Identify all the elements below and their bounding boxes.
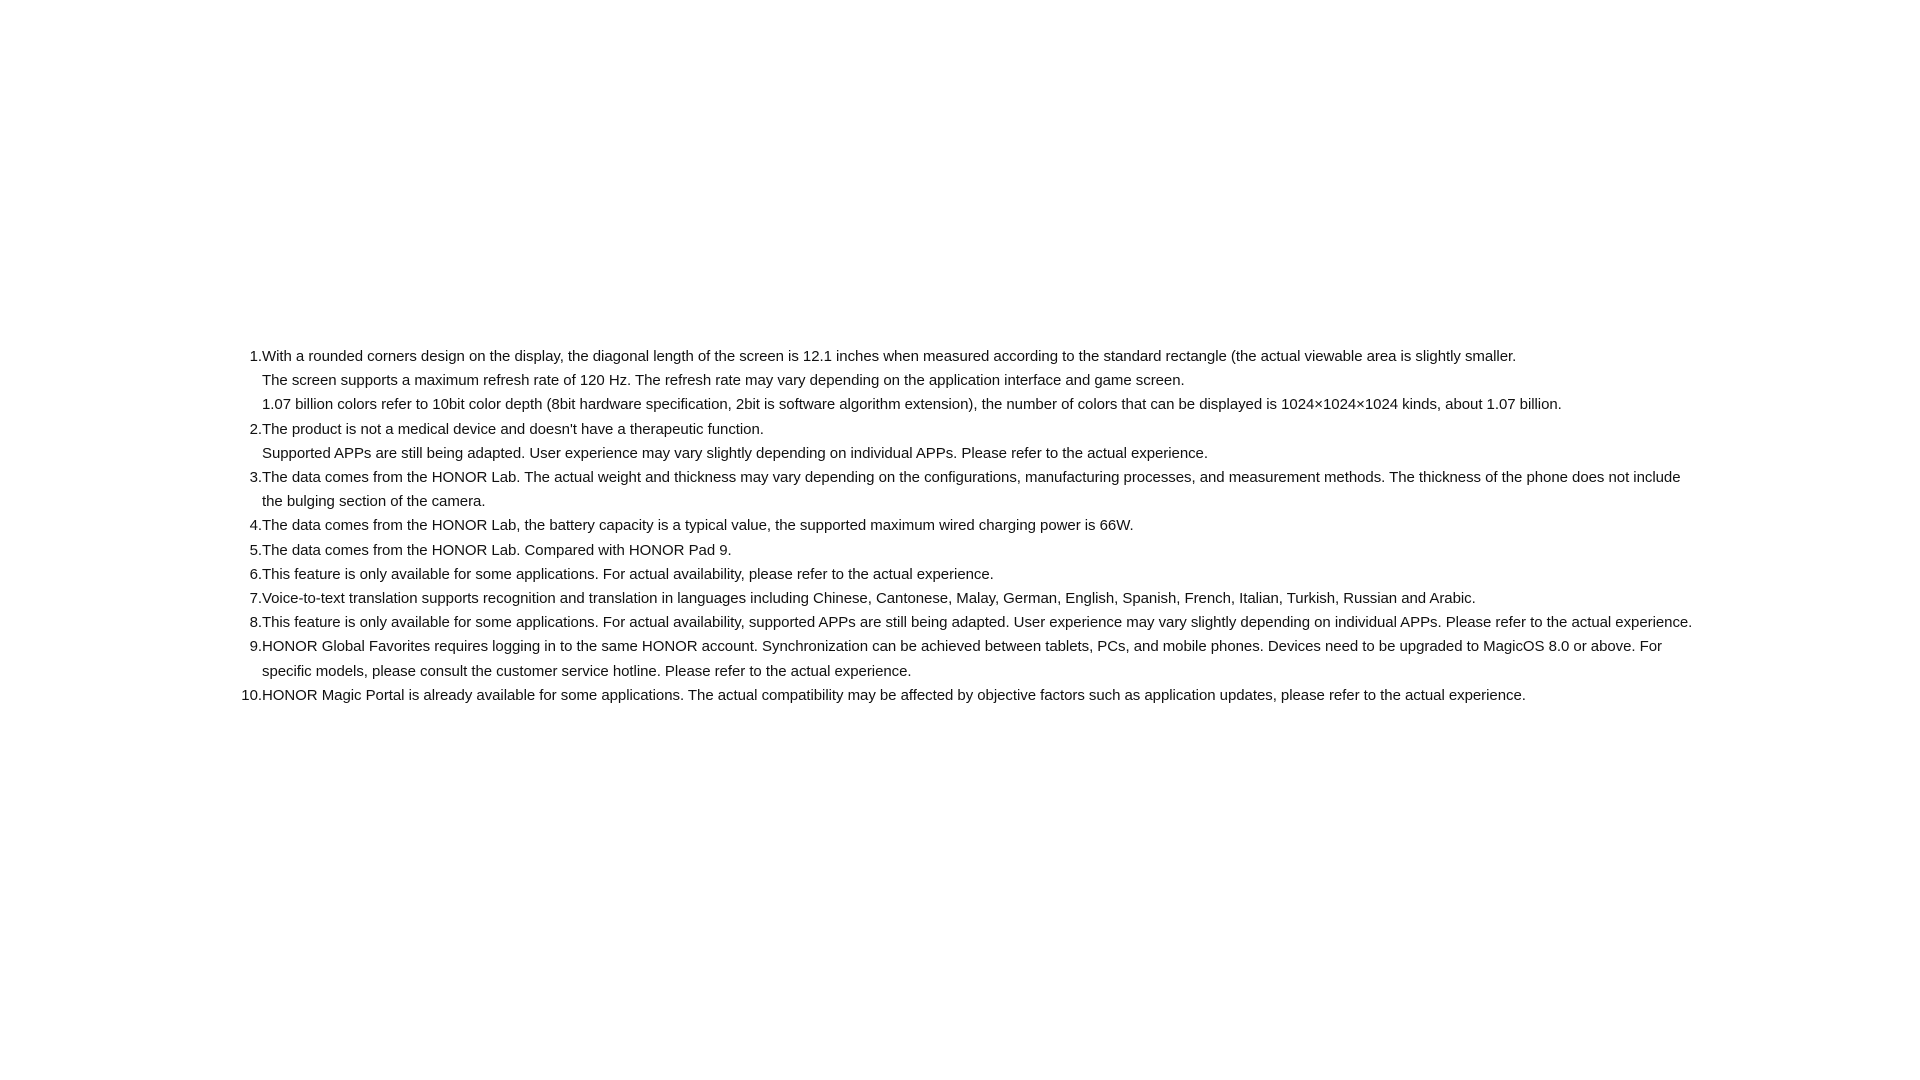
footnote-text: This feature is only available for some applications. For actual availability, please refer to the actual experience. <box>262 565 994 583</box>
footnote-number: 7 . <box>240 587 262 611</box>
footnote-item <box>240 418 1700 466</box>
footnote-number: 8 . <box>240 611 262 635</box>
footnote-item <box>240 514 1700 538</box>
footnote-list <box>240 345 1700 708</box>
footnote-text: This feature is only available for some applications. For actual availability, supported APPs are still being adapted. User experience may vary slightly depending on individual APPs. Please refer to the actual experience. <box>262 614 1693 632</box>
footnote-body <box>262 418 1700 466</box>
footnote-body <box>262 514 1700 538</box>
footnote-number: 2 . <box>240 418 262 442</box>
footnote-item <box>240 563 1700 587</box>
footnote-text: The data comes from the HONOR Lab. Compared with HONOR Pad 9. <box>262 541 732 559</box>
footnote-number: 5 . <box>240 539 262 563</box>
footnote-text: With a rounded corners design on the display, the diagonal length of the screen is 12.1 inches when measured according to the standard rectangle (the actual viewable area is slightly smaller. <box>262 348 1517 365</box>
footnote-text: The product is not a medical device and doesn't have a therapeutic function. <box>262 420 764 438</box>
footnote-text: HONOR Magic Portal is already available for some applications. The actual compatibility may be affected by objective factors such as application updates, please refer to the actual experience. <box>262 686 1526 704</box>
footnote-text: 1.07 billion colors refer to 10bit color depth (8bit hardware specification, 2bit is software algorithm extension), the number of colors that can be displayed is 1024×1024×1024 kinds, about 1.07 billion. <box>262 396 1562 414</box>
footnote-number: 4 . <box>240 514 262 538</box>
footnote-text: The screen supports a maximum refresh rate of 120 Hz. The refresh rate may vary depending on the application interface and game screen. <box>262 372 1185 390</box>
footnote-text: Voice-to-text translation supports recognition and translation in languages including Chinese, Cantonese, Malay, German, English, Spanish, French, Italian, Turkish, Russian and Arabic. <box>262 590 1476 608</box>
footnote-body <box>262 466 1700 514</box>
footnote-body <box>262 635 1700 683</box>
footnote-text: HONOR Global Favorites requires logging in to the same HONOR account. Synchronization can be achieved between tablets, PCs, and mobile phones. Devices need to be upgraded to MagicOS 8.0 or above. For specific models, please consult the customer service hotline. Please refer to the actual experience. <box>262 638 1662 680</box>
footnote-body <box>262 345 1700 418</box>
footnote-item <box>240 539 1700 563</box>
footnote-body <box>262 684 1700 708</box>
footnote-body <box>262 611 1700 635</box>
footnote-item <box>240 684 1700 708</box>
footnote-item <box>240 466 1700 514</box>
footnote-text: The data comes from the HONOR Lab, the battery capacity is a typical value, the supported maximum wired charging power is 66W. <box>262 517 1134 535</box>
footnote-text: The data comes from the HONOR Lab. The actual weight and thickness may vary depending on the configurations, manufacturing processes, and measurement methods. The thickness of the phone does not include the bulging section of the camera. <box>262 469 1681 511</box>
footnote-number: 1 . <box>240 345 262 369</box>
footnote-item <box>240 635 1700 683</box>
footnote-number: 9 . <box>240 635 262 659</box>
footnote-item <box>240 611 1700 635</box>
footnote-item <box>240 345 1700 418</box>
footnote-number: 6 . <box>240 563 262 587</box>
footnote-number: 3 . <box>240 466 262 490</box>
footnote-body <box>262 587 1700 611</box>
footnote-body <box>262 563 1700 587</box>
footnote-number: 10 . <box>240 684 262 708</box>
footnote-text: Supported APPs are still being adapted. User experience may vary slightly depending on individual APPs. Please refer to the actual experience. <box>262 444 1208 462</box>
footnote-body <box>262 539 1700 563</box>
footnote-item <box>240 587 1700 611</box>
